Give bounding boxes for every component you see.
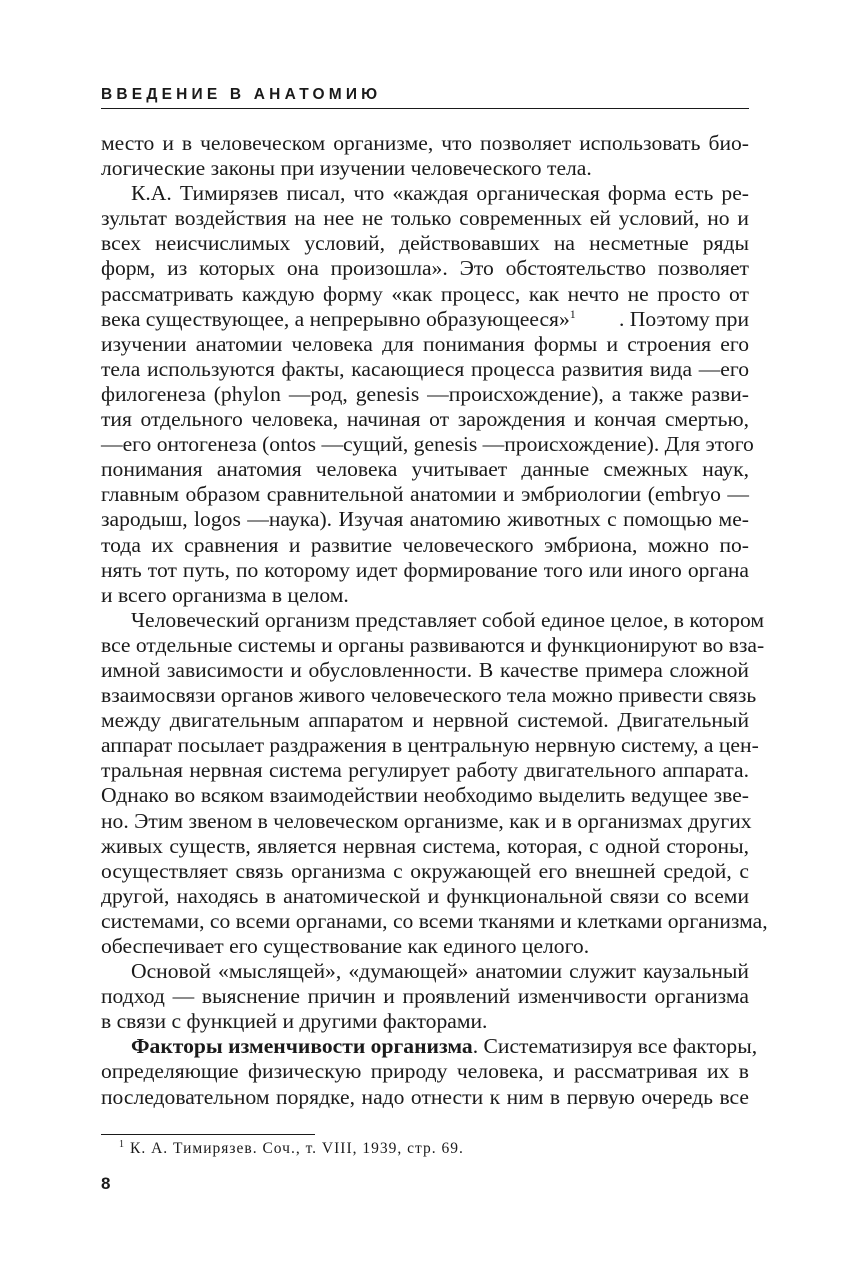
text-line: Человеческий организм представляет собой единое целое, в котором (131, 607, 765, 632)
body-text (101, 131, 768, 1110)
text-line: аппарат посылает раздражения в центральную нервную систему, а цен- (101, 733, 759, 758)
text-line: нять тот путь, по которому идет формирование того или иного органа (101, 557, 749, 582)
text-line: в связи с функцией и другими факторами. (101, 1009, 488, 1034)
paragraph-3 (101, 607, 768, 959)
text-line: последовательном порядке, надо отнести к ним в первую очередь все (101, 1084, 749, 1109)
text-line (101, 1034, 758, 1059)
text-line: подход — выяснение причин и проявлений изменчивости организма (101, 984, 749, 1009)
running-title: ВВЕДЕНИЕ В АНАТОМИЮ (101, 86, 382, 103)
text-line: филогенеза (phylon —род, genesis —происхождение), а также разви- (101, 381, 749, 406)
text-line: тела используются факты, касающиеся процесса развития вида —его (101, 356, 749, 381)
text-line: зультат воздействия на нее не только современных ей условий, но и (101, 206, 749, 231)
text-line: логические законы при изучении человеческого тела. (101, 156, 592, 181)
text-line: понимания анатомия человека учитывает данные смежных наук, (101, 457, 749, 482)
text-line: системами, со всеми органами, со всеми тканями и клетками организма, (101, 908, 768, 933)
footnote-reference[interactable]: 1 (569, 306, 576, 321)
text-line: рассматривать каждую форму «как процесс, как нечто не просто от (101, 281, 749, 306)
text-line: взаимосвязи органов живого человеческого тела можно привести связь (101, 683, 757, 708)
text-fragment (101, 307, 576, 332)
text-fragment: . Систематизируя все факторы, (472, 1034, 758, 1059)
text-line: тия отдельного человека, начиная от зарождения и кончая смертью, (101, 407, 749, 432)
text-line: все отдельные системы и органы развиваются и функционируют во вза- (101, 632, 765, 657)
text-line: живых существ, является нервная система, которая, с одной стороны, (101, 833, 749, 858)
text-line: всех неисчислимых условий, действовавших на несметные ряды (101, 231, 749, 256)
text-line: тода их сравнения и развитие человеческого эмбриона, можно по- (101, 532, 749, 557)
section-lead-term: Факторы изменчивости организма (131, 1034, 473, 1059)
text-fragment: . Поэтому при (618, 306, 749, 331)
text-line: другой, находясь в анатомической и функциональной связи со всеми (101, 883, 749, 908)
footnote-number: 1 (119, 1139, 125, 1150)
text-fragment-main: века существующее, а непрерывно образующееся» (101, 306, 570, 331)
footnote (119, 1139, 719, 1159)
text-line: тральная нервная система регулирует работу двигательного аппарата. (101, 758, 749, 783)
text-line: место и в человеческом организме, что позволяет использовать био- (101, 131, 749, 155)
text-line: —его онтогенеза (ontos —сущий, genesis —происхождение). Для этого (101, 432, 754, 457)
text-line: осуществляет связь организма с окружающей его внешней средой, с (101, 858, 749, 883)
paragraph-2 (101, 181, 754, 608)
footnote-rule (101, 1134, 315, 1135)
page-number: 8 (101, 1174, 111, 1193)
text-line: Однако во всяком взаимодействии необходимо выделить ведущее зве- (101, 783, 749, 808)
text-line: между двигательным аппаратом и нервной системой. Двигательный (101, 708, 749, 733)
text-line: определяющие физическую природу человека, и рассматривая их в (101, 1059, 749, 1084)
text-line-with-footnote (101, 307, 749, 332)
text-line: но. Этим звеном в человеческом организме, как и в организмах других (101, 808, 752, 833)
text-line: Основой «мыслящей», «думающей» анатомии служит каузальный (131, 959, 749, 984)
text-line: имной зависимости и обусловленности. В качестве примера сложной (101, 657, 749, 682)
paragraph-5 (101, 1034, 758, 1109)
text-line: К.А. Тимирязев писал, что «каждая органическая форма есть ре- (131, 181, 749, 206)
footnote-text: К. А. Тимирязев. Соч., т. VIII, 1939, стр. 69. (130, 1140, 464, 1157)
text-line: изучении анатомии человека для понимания формы и строения его (101, 331, 749, 356)
text-line: зародыш, logos —наука). Изучая анатомию животных с помощью ме- (101, 507, 749, 532)
paragraph-4 (101, 959, 749, 1034)
text-line: главным образом сравнительной анатомии и эмбриологии (embryo — (101, 482, 749, 507)
text-line: и всего организма в целом. (101, 582, 349, 607)
paragraph-1 (101, 131, 749, 181)
text-line: форм, из которых она произошла». Это обстоятельство позволяет (101, 256, 749, 281)
text-line: обеспечивает его существование как единого целого. (101, 934, 590, 958)
header-rule (101, 108, 749, 109)
